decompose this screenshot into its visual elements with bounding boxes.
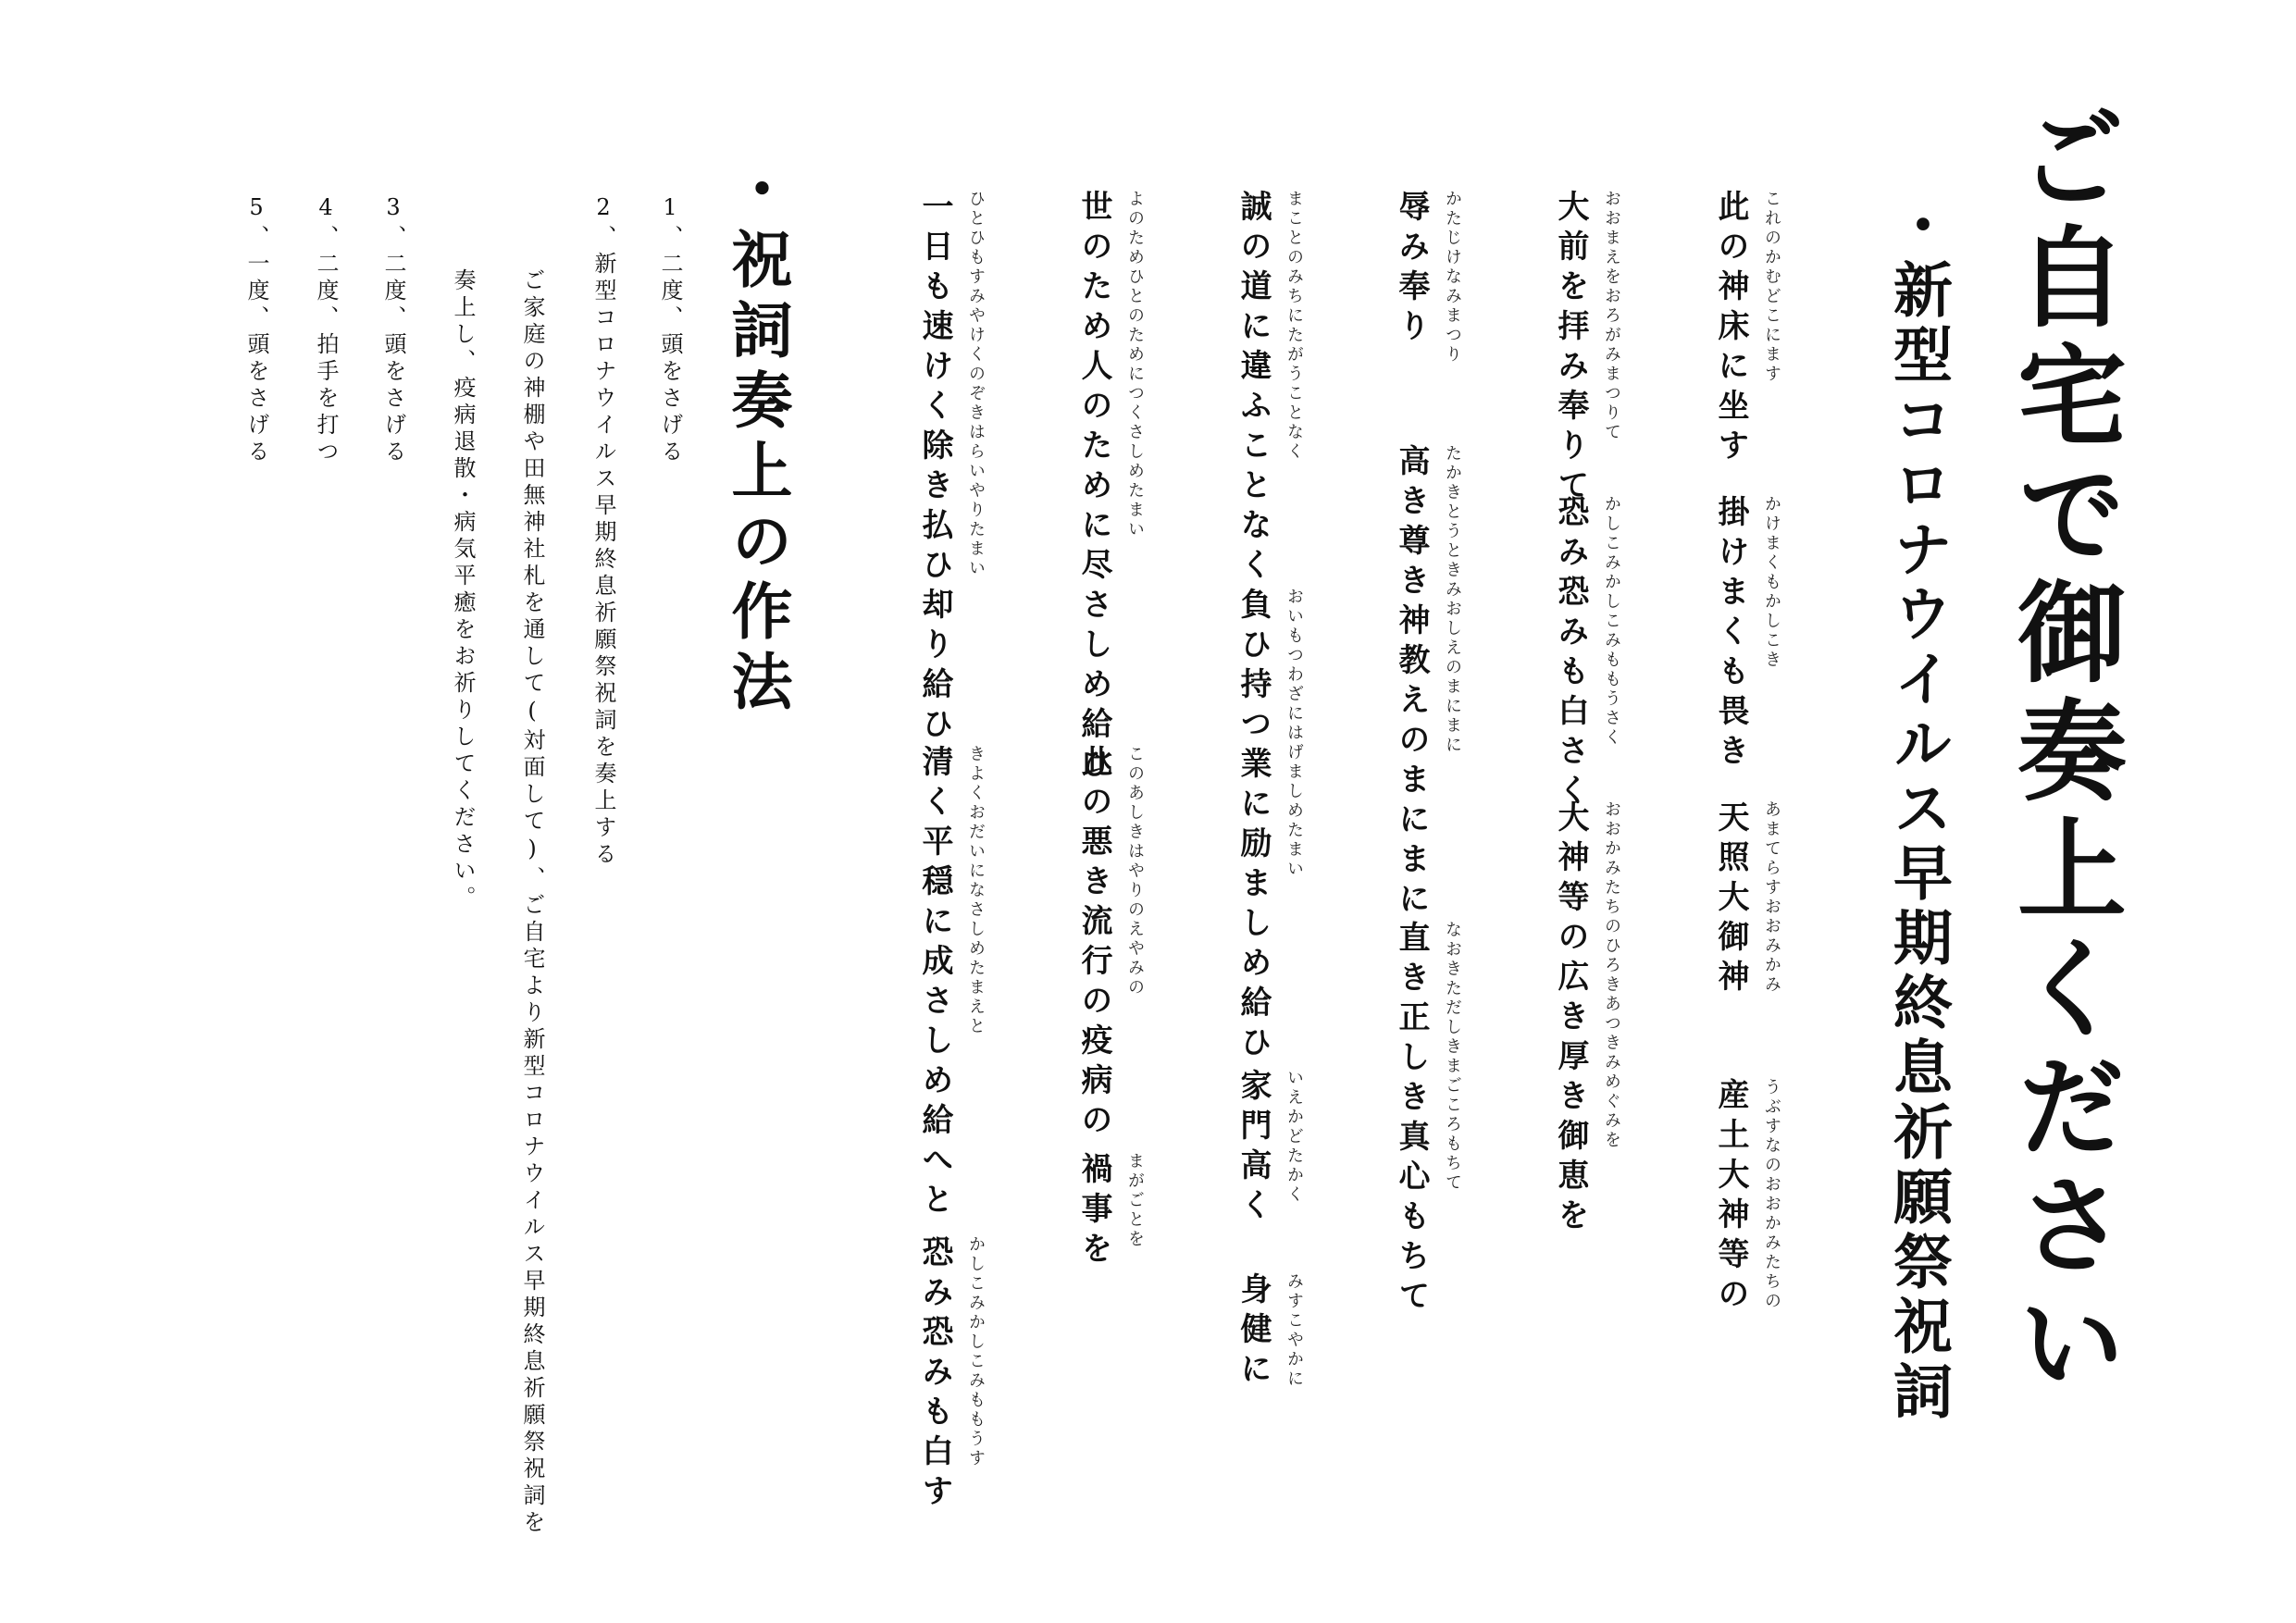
step-item: 5、一度、頭をさげる	[243, 194, 269, 466]
norito-text: 恐み恐みも白す	[916, 1235, 953, 1514]
norito-ruby: よのためひとのためにつくさしめたまい	[1125, 190, 1145, 539]
norito-text: 此の神床に坐す	[1712, 190, 1749, 468]
norito-line-2	[1552, 190, 1629, 1531]
norito-text: 高き尊き神教えのまにまに	[1393, 444, 1430, 922]
manner-heading: ・祝詞奏上の作法	[721, 157, 793, 720]
norito-text: 大前を拝み奉りて	[1552, 190, 1589, 508]
norito-ruby: いえかどたかく	[1285, 1069, 1304, 1205]
norito-text: 世のため人のために尽さしめ給ひ	[1075, 190, 1112, 787]
norito-ruby: みすこやかに	[1285, 1272, 1304, 1389]
norito-text: 掛けまくも畏き	[1712, 495, 1749, 774]
norito-ruby: かたじけなみまつり	[1443, 190, 1462, 365]
norito-line-5	[1075, 190, 1152, 1531]
norito-ruby: たかきとうときみおしえのまにまに	[1443, 444, 1462, 755]
step-note-line: ご家庭の神棚や田無神社札を通して(対面して)、ご自宅より新型コロナウイルス早期終息祈願祭祝詞を	[519, 268, 545, 1537]
norito-ruby: まがごとを	[1125, 1152, 1145, 1249]
norito-line-6	[916, 190, 993, 1531]
step-item: 4、二度、拍手を打つ	[313, 194, 339, 466]
norito-text: 家門高く	[1235, 1069, 1272, 1228]
step-note-line: 奏上し、疫病退散・病気平癒をお祈りしてください。	[450, 268, 476, 912]
page-title: ご自宅で御奏上ください	[1999, 102, 2127, 1405]
prayer-heading: ・新型コロナウイルス早期終息祈願祭祝詞	[1883, 194, 1953, 1425]
norito-ruby: きよくおだいになさしめたまえと	[966, 745, 986, 1036]
norito-text: 辱み奉り	[1393, 190, 1430, 349]
norito-ruby: あまてらすおおみかみ	[1762, 800, 1781, 995]
norito-ruby: おおかみたちのひろきあつきみめぐみを	[1602, 800, 1621, 1150]
norito-text: 清く平穏に成さしめ給へと	[916, 745, 953, 1222]
step-item: 3、二度、頭をさげる	[380, 194, 406, 466]
norito-text: 誠の道に違ふことなく	[1235, 190, 1272, 588]
norito-line-4	[1237, 190, 1311, 1531]
norito-text: 直き正しき真心もちて	[1393, 921, 1430, 1319]
norito-ruby: まことのみちにたがうことなく	[1285, 190, 1304, 462]
norito-text: 大神等の広き厚き御恵を	[1552, 800, 1589, 1238]
norito-ruby: おいもつわざにはげましめたまい	[1285, 588, 1304, 879]
norito-ruby: うぶすなのおおかみたちの	[1762, 1078, 1781, 1311]
norito-text: 恐み恐みも白さく	[1552, 495, 1589, 813]
norito-text: 産土大神等の	[1712, 1078, 1749, 1317]
norito-text: 此の悪き流行の疫病の	[1075, 745, 1112, 1143]
norito-ruby: ひとひもすみやけくのぞきはらいやりたまい	[966, 190, 986, 578]
norito-ruby: おおまえをおろがみまつりて	[1602, 190, 1621, 442]
norito-text: 禍事を	[1075, 1152, 1112, 1271]
step-item: 1、二度、頭をさげる	[657, 194, 683, 466]
norito-text: 負ひ持つ業に励ましめ給ひ	[1235, 588, 1272, 1065]
norito-text: 身健に	[1235, 1272, 1272, 1392]
step-item: 2、新型コロナウイルス早期終息祈願祭祝詞を奏上する	[590, 194, 616, 869]
norito-ruby: かしこみかしこみももうさく	[1602, 495, 1621, 748]
norito-text: 一日も速けく除き払ひ却り給ひ	[916, 190, 953, 747]
norito-ruby: なおきただしきまごころもちて	[1443, 921, 1462, 1193]
norito-line-1	[1712, 190, 1789, 1531]
norito-text: 天照大御神	[1712, 800, 1749, 999]
norito-ruby: かけまくもかしこき	[1762, 495, 1781, 670]
norito-ruby: このあしきはやりのえやみの	[1125, 745, 1145, 997]
norito-ruby: これのかむどこにます	[1762, 190, 1781, 384]
norito-ruby: かしこみかしこみももうす	[966, 1235, 986, 1468]
norito-line-3	[1393, 190, 1470, 1531]
